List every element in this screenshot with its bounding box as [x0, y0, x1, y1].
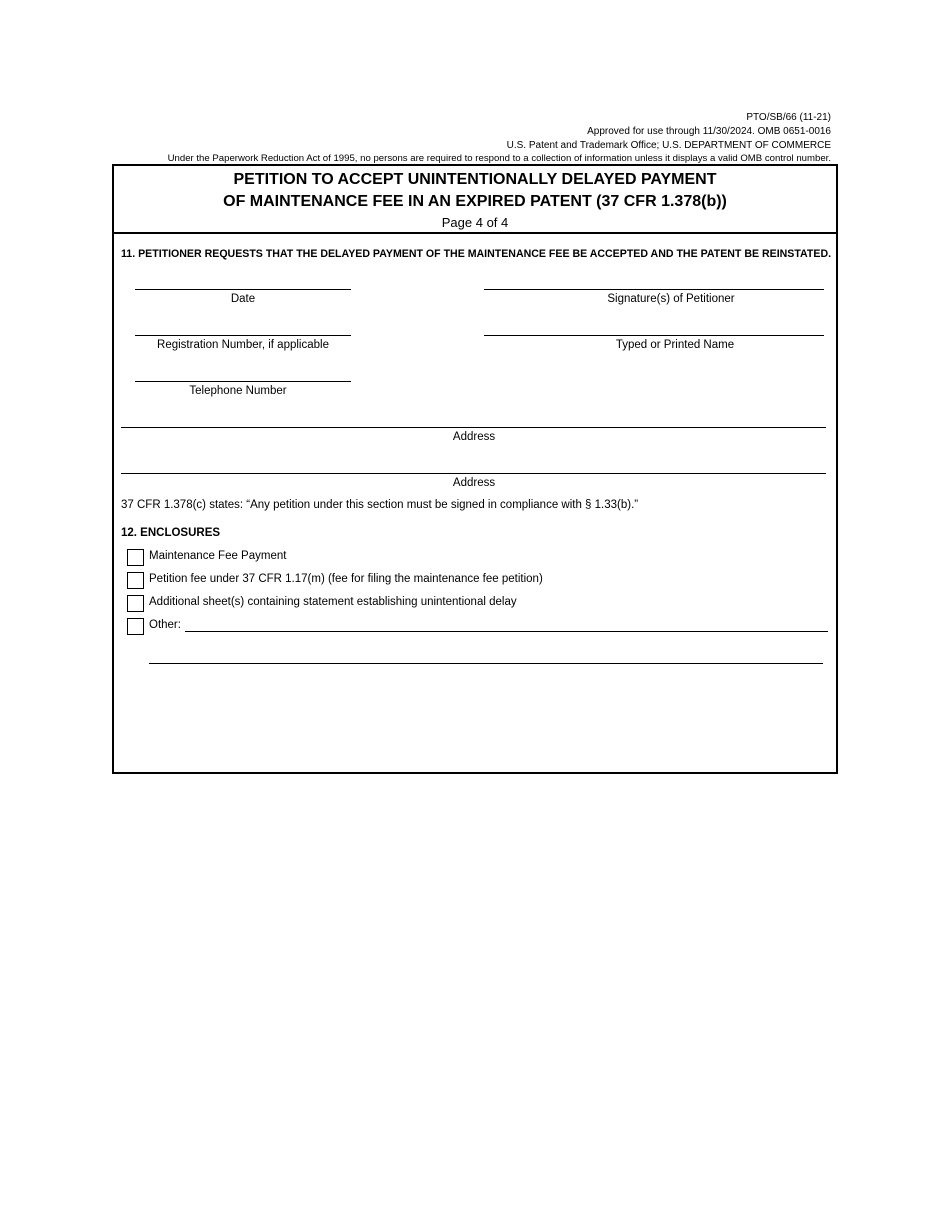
checkbox-other[interactable]: [127, 618, 144, 635]
section-11-heading: 11. PETITIONER REQUESTS THAT THE DELAYED PAYMENT OF THE MAINTENANCE FEE BE ACCEPTED AND THE PATENT BE REINSTATED.: [121, 248, 832, 260]
typed-name-label: Typed or Printed Name: [615, 339, 735, 351]
approval-text: Approved for use through 11/30/2024. OMB 0651-0016: [587, 126, 831, 137]
other-field-line-2[interactable]: [149, 663, 823, 664]
form-box: [112, 164, 838, 774]
registration-number-label: Registration Number, if applicable: [157, 339, 329, 351]
registration-number-field[interactable]: [135, 335, 351, 336]
form-title-line1: PETITION TO ACCEPT UNINTENTIONALLY DELAYED PAYMENT: [233, 171, 717, 188]
date-label: Date: [230, 293, 256, 305]
checkbox-maintenance-fee-payment[interactable]: [127, 549, 144, 566]
cfr-note: 37 CFR 1.378(c) states: “Any petition under this section must be signed in compliance with § 1.33(b).”: [121, 499, 639, 511]
other-field-line-1[interactable]: [185, 631, 828, 632]
other-label: Other:: [149, 619, 181, 631]
section-12-heading: 12. ENCLOSURES: [121, 527, 221, 539]
enclosure-item-1: Maintenance Fee Payment: [149, 550, 287, 562]
enclosure-item-3: Additional sheet(s) containing statement establishing unintentional delay: [149, 596, 517, 608]
form-id: PTO/SB/66 (11-21): [746, 112, 831, 123]
address-label-2: Address: [452, 477, 496, 489]
address-label-1: Address: [452, 431, 496, 443]
telephone-label: Telephone Number: [189, 385, 287, 397]
date-field[interactable]: [135, 289, 351, 290]
paperwork-notice: Under the Paperwork Reduction Act of 1995, no persons are required to respond to a collection of information unless it displays a valid OMB control number.: [167, 153, 831, 164]
address-field-2[interactable]: [121, 473, 826, 474]
signature-field[interactable]: [484, 289, 824, 290]
agency-text: U.S. Patent and Trademark Office; U.S. DEPARTMENT OF COMMERCE: [506, 140, 831, 151]
typed-name-field[interactable]: [484, 335, 824, 336]
form-title-line2: OF MAINTENANCE FEE IN AN EXPIRED PATENT (37 CFR 1.378(b)): [223, 193, 727, 210]
title-bar: [114, 166, 836, 234]
address-field-1[interactable]: [121, 427, 826, 428]
checkbox-petition-fee[interactable]: [127, 572, 144, 589]
signature-label: Signature(s) of Petitioner: [607, 293, 735, 305]
telephone-field[interactable]: [135, 381, 351, 382]
checkbox-additional-sheets[interactable]: [127, 595, 144, 612]
enclosure-item-2: Petition fee under 37 CFR 1.17(m) (fee for filing the maintenance fee petition): [149, 573, 543, 585]
page-indicator: Page 4 of 4: [441, 215, 509, 230]
